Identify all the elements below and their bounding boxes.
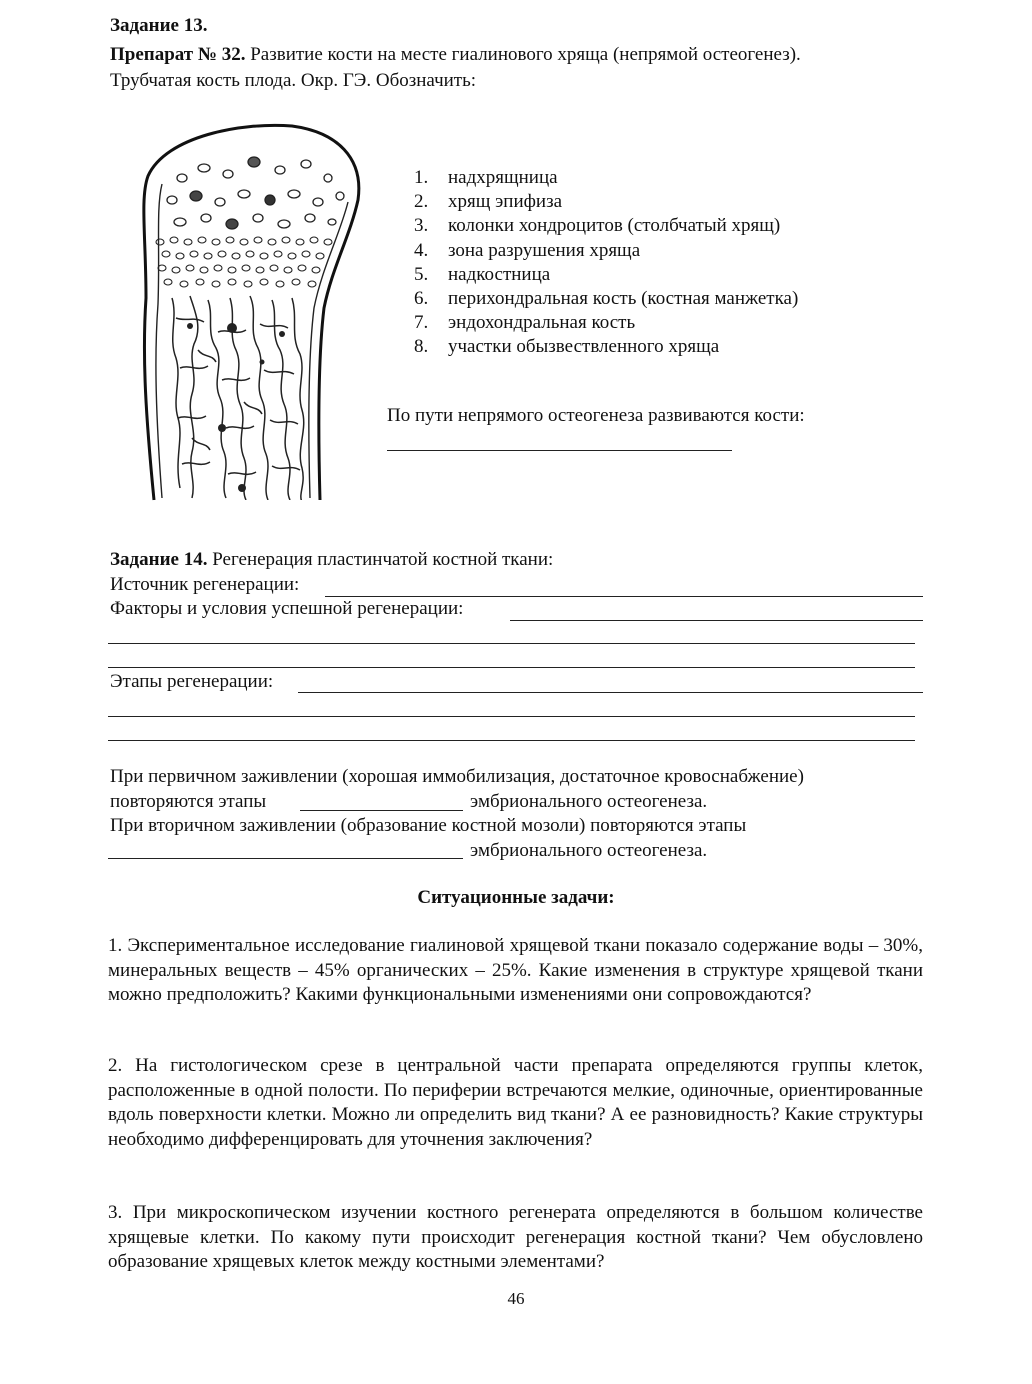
indirect-osteogenesis-question: По пути непрямого остеогенеза развиваются кости: bbox=[387, 405, 805, 426]
list-item: 4. зона разрушения хряща bbox=[414, 239, 641, 261]
situational-task-1: 1. Экспериментальное исследование гиалиновой хрящевой ткани показало содержание воды – 30%, минеральных веществ – 45% органических – 25%. Какие изменения в структуре хрящевой ткани можно предположить? Какими функциональными изменениями они сопровождаются? bbox=[108, 935, 923, 1005]
bone-illustration bbox=[132, 118, 372, 510]
primary-healing-suffix: эмбрионального остеогенеза. bbox=[470, 791, 708, 812]
list-item: 3. колонки хондроцитов (столбчатый хрящ) bbox=[414, 215, 781, 237]
task13-instruction: Трубчатая кость плода. Окр. ГЭ. Обозначить: bbox=[110, 70, 477, 91]
answer-line[interactable] bbox=[298, 692, 923, 693]
situational-task-3: 3. При микроскопическом изучении костного регенерата определяются в большом количестве хрящевые клетки. По какому пути происходит регенерация костной ткани? Чем обусловлено образование хрящевых клеток между костными элементами? bbox=[108, 1202, 923, 1272]
answer-line[interactable] bbox=[387, 450, 732, 451]
list-item: 6. перихондральная кость (костная манжетка) bbox=[414, 288, 799, 310]
preparation-title: Развитие кости на месте гиалинового хряща (непрямой остеогенез). bbox=[245, 44, 801, 65]
answer-line[interactable] bbox=[325, 596, 923, 597]
list-item: 2. хрящ эпифиза bbox=[414, 191, 563, 213]
secondary-healing-text: При вторичном заживлении (образование костной мозоли) повторяются этапы bbox=[110, 815, 747, 836]
list-item: 8. участки обызвествленного хряща bbox=[414, 336, 720, 358]
secondary-healing-suffix: эмбрионального остеогенеза. bbox=[470, 840, 708, 861]
regeneration-source-label: Источник регенерации: bbox=[110, 574, 300, 595]
answer-line[interactable] bbox=[108, 716, 915, 717]
regeneration-factors-label: Факторы и условия успешной регенерации: bbox=[110, 598, 464, 619]
list-item: 7. эндохондральная кость bbox=[414, 312, 636, 334]
regeneration-stages-label: Этапы регенерации: bbox=[110, 671, 274, 692]
structure-label-list bbox=[414, 166, 798, 360]
answer-line[interactable] bbox=[108, 667, 915, 668]
task13-heading: Задание 13. bbox=[110, 15, 208, 36]
primary-healing-stages-label: повторяются этапы bbox=[110, 791, 267, 812]
situational-task-2: 2. На гистологическом срезе в центральной части препарата определяются группы клеток, расположенные в одной полости. По периферии встречаются мелкие, одиночные, ориентированные вдоль поверхности клетки. Можно ли определить вид ткани? А ее разновидность? Какие структуры необходимо дифференцировать для уточнения заключения? bbox=[108, 1055, 923, 1150]
answer-line[interactable] bbox=[108, 740, 915, 741]
answer-line[interactable] bbox=[108, 858, 463, 859]
answer-line[interactable] bbox=[300, 810, 463, 811]
preparation-number: Препарат № 32. bbox=[110, 44, 246, 65]
page-number: 46 bbox=[507, 1289, 525, 1308]
task13-preparation bbox=[110, 44, 801, 66]
primary-healing-text: При первичном заживлении (хорошая иммобилизация, достаточное кровоснабжение) bbox=[110, 766, 804, 787]
list-item: 1. надхрящница bbox=[414, 167, 558, 188]
answer-line[interactable] bbox=[510, 620, 923, 621]
situational-tasks-title: Ситуационные задачи: bbox=[417, 887, 615, 908]
task14-heading: Задание 14. Регенерация пластинчатой костной ткани: bbox=[110, 549, 554, 570]
answer-line[interactable] bbox=[108, 643, 915, 644]
list-item: 5. надкостница bbox=[414, 263, 551, 285]
